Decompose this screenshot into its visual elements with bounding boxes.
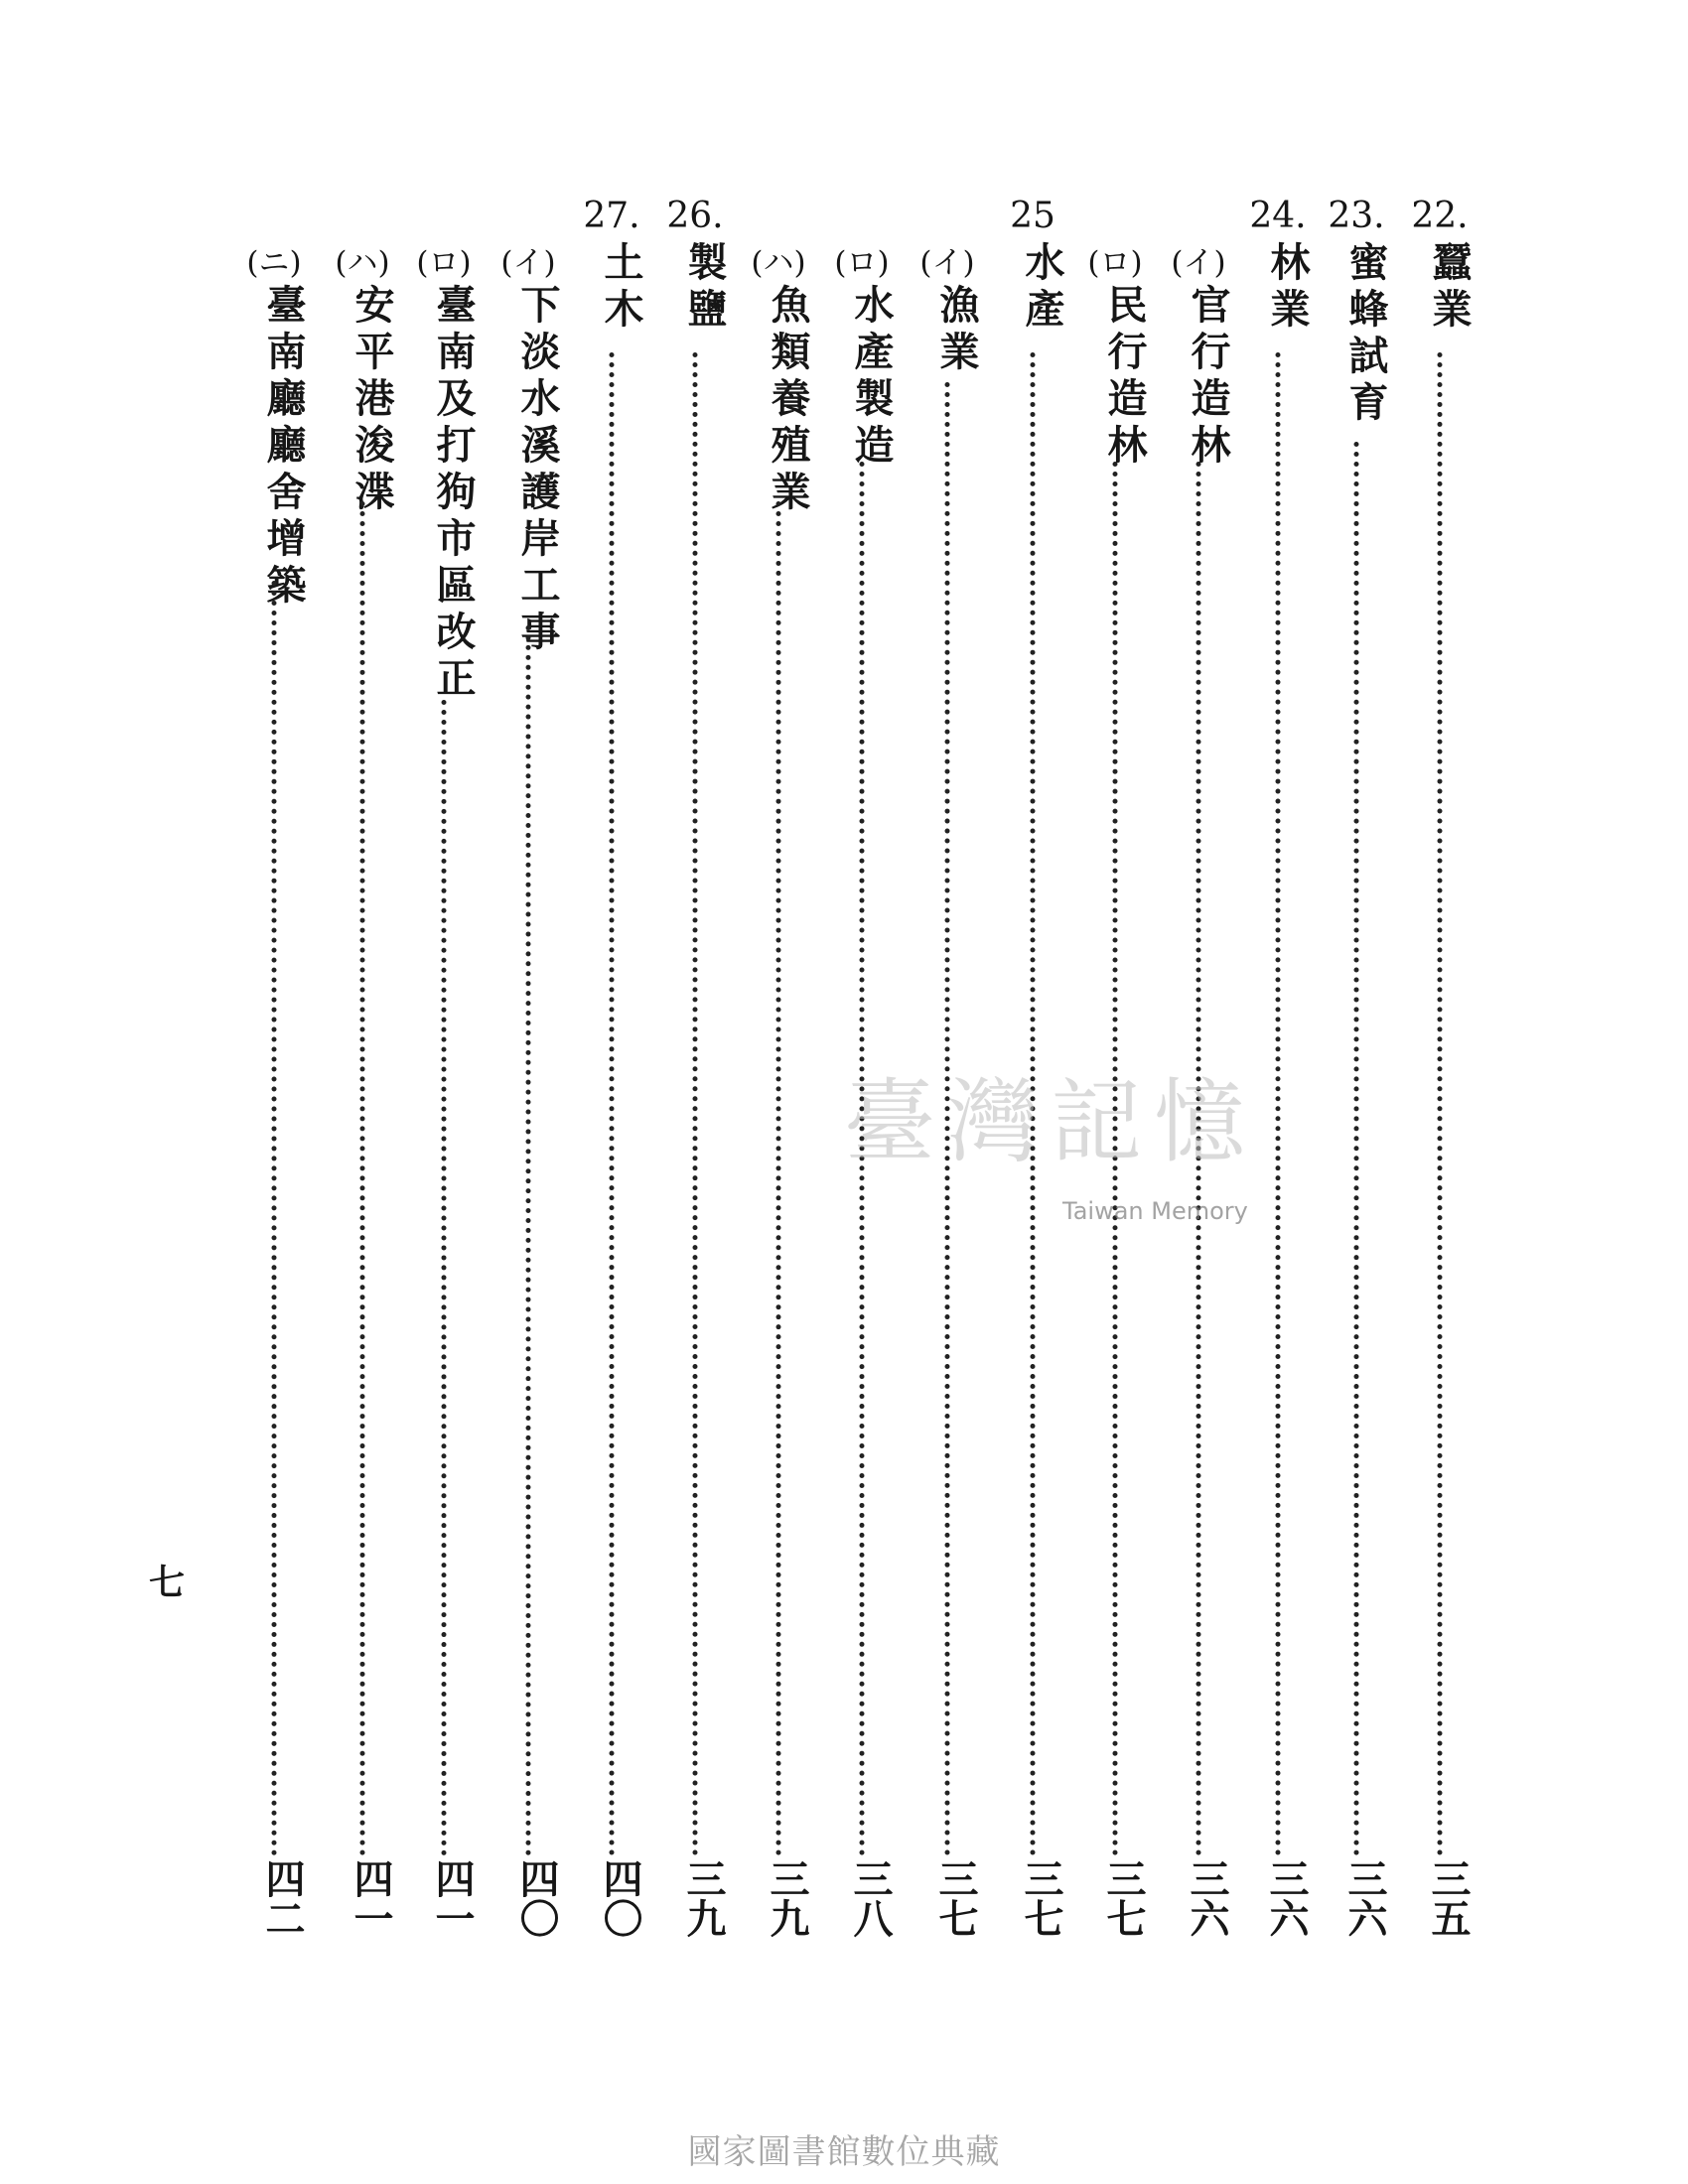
entry-number-24: 24. [1249, 196, 1307, 236]
page-number-27-ha: 四一 [348, 1858, 394, 1938]
toc-column-24-i [1164, 199, 1233, 1995]
entry-title-25: 水產 [1019, 241, 1065, 335]
dotted-leader-26 [693, 352, 698, 1856]
entry-number-26: 26. [666, 196, 724, 236]
toc-column-27 [577, 196, 646, 1995]
entry-marker-24-ro: (ロ) [1087, 245, 1143, 281]
page-number-27-i: 四〇 [513, 1858, 560, 1938]
page-number-25-ro: 三八 [847, 1858, 894, 1938]
dotted-leader-27-ha [360, 501, 365, 1856]
toc-column-27-i [493, 199, 563, 1995]
page-number-27: 四〇 [597, 1858, 643, 1938]
entry-marker-27-ro: (ロ) [416, 245, 472, 281]
dotted-leader-25-i [945, 382, 950, 1856]
page-number-24: 三六 [1263, 1858, 1310, 1938]
entry-number-23: 23. [1328, 196, 1385, 236]
entry-title-27-i: 下淡水溪護岸工事 [514, 284, 561, 657]
entry-title-27-ha: 安平港浚渫 [349, 284, 395, 517]
entry-title-22: 蠶業 [1426, 241, 1473, 335]
entry-number-22: 22. [1411, 196, 1469, 236]
page-number-25-ha: 三九 [764, 1858, 810, 1938]
toc-column-27-ni [239, 199, 309, 1995]
dotted-leader-27-ro [442, 700, 447, 1856]
dotted-leader-24 [1276, 352, 1281, 1856]
page-number-23: 三六 [1341, 1858, 1388, 1938]
entry-title-26: 製鹽 [681, 241, 728, 335]
dotted-leader-27 [610, 352, 615, 1856]
toc-column-24 [1243, 196, 1313, 1995]
watermark-subtitle: Taiwan Memory [1062, 1197, 1248, 1225]
toc-column-25-ha [744, 199, 813, 1995]
toc-column-24-ro [1080, 199, 1150, 1995]
toc-column-27-ro [409, 199, 479, 1995]
toc-column-25 [998, 196, 1067, 1995]
page-number-25-i: 三七 [932, 1858, 979, 1938]
page-footer: 國家圖書館數位典藏 [687, 2132, 1001, 2172]
watermark-title: 臺灣記憶 [844, 1069, 1258, 1175]
entry-title-25-i: 漁業 [933, 284, 980, 377]
page-number-27-ro: 四一 [429, 1858, 476, 1938]
dotted-leader-27-ni [272, 581, 277, 1856]
dotted-leader-24-ro [1113, 462, 1118, 1856]
entry-number-25: 25 [1010, 196, 1055, 236]
page-number-25: 三七 [1018, 1858, 1064, 1938]
toc-column-22 [1405, 196, 1475, 1995]
entry-title-25-ha: 魚類養殖業 [765, 284, 811, 517]
entry-marker-27-ni: (ニ) [246, 245, 302, 281]
dotted-leader-25-ha [776, 501, 781, 1856]
toc-column-27-ha [328, 199, 397, 1995]
entry-title-24-i: 官行造林 [1185, 284, 1231, 471]
entry-marker-24-i: (イ) [1171, 245, 1226, 281]
entry-marker-27-ha: (ハ) [335, 245, 390, 281]
entry-title-23: 蜜蜂試育 [1342, 241, 1389, 428]
dotted-leader-23 [1354, 442, 1359, 1856]
entry-title-24: 林業 [1264, 241, 1311, 335]
entry-number-27: 27. [583, 196, 640, 236]
dotted-leader-25 [1031, 352, 1036, 1856]
toc-column-25-i [913, 199, 982, 1995]
dotted-leader-24-i [1196, 462, 1201, 1856]
page-number-24-ro: 三七 [1100, 1858, 1147, 1938]
page-folio: 七 [149, 1562, 186, 1603]
entry-marker-25-i: (イ) [919, 245, 975, 281]
dotted-leader-22 [1438, 352, 1443, 1856]
entry-marker-25-ha: (ハ) [751, 245, 806, 281]
entry-title-24-ro: 民行造林 [1101, 284, 1148, 471]
entry-marker-25-ro: (ロ) [834, 245, 890, 281]
page-number-26: 三九 [680, 1858, 727, 1938]
dotted-leader-27-i [526, 625, 531, 1856]
entry-marker-27-i: (イ) [500, 245, 556, 281]
toc-column-23 [1322, 196, 1391, 1995]
entry-title-27-ro: 臺南及打狗市區改正 [430, 284, 477, 704]
entry-title-25-ro: 水產製造 [848, 284, 895, 471]
toc-column-25-ro [827, 199, 897, 1995]
entry-title-27-ni: 臺南廳廳舍增築 [260, 284, 307, 611]
toc-column-26 [660, 196, 730, 1995]
page-number-24-i: 三六 [1184, 1858, 1230, 1938]
entry-title-27: 土木 [598, 241, 644, 335]
page-number-22: 三五 [1425, 1858, 1472, 1938]
page-number-27-ni: 四二 [259, 1858, 306, 1938]
dotted-leader-25-ro [860, 462, 865, 1856]
